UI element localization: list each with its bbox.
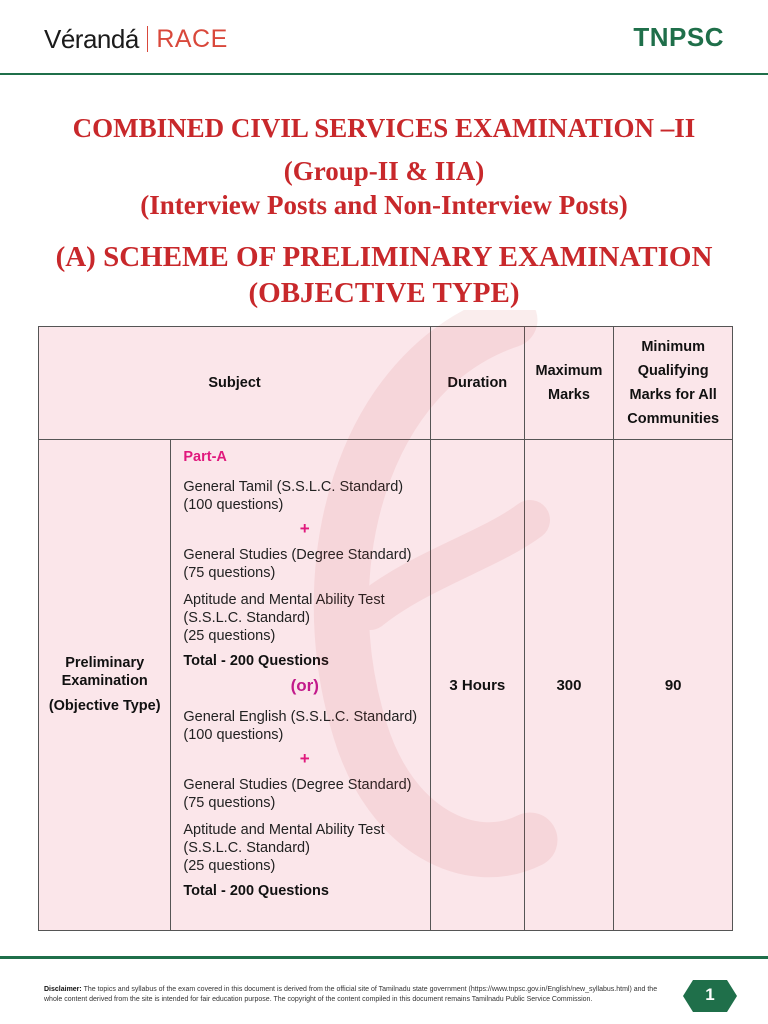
subject-aptitude-questions: (25 questions) xyxy=(183,858,276,874)
header-divider xyxy=(0,73,768,75)
subject-general-studies-questions: (75 questions) xyxy=(183,565,276,581)
veranda-race-logo xyxy=(44,22,228,56)
part-a-label: Part-A xyxy=(183,449,227,465)
group-subtitle: (Group-II & IIA) xyxy=(283,156,485,186)
plus-symbol: + xyxy=(299,519,310,538)
exam-name-line2: Examination xyxy=(61,673,148,689)
subject-general-tamil-questions: (100 questions) xyxy=(183,497,284,513)
disclaimer-label: Disclaimer: xyxy=(44,986,82,993)
subject-aptitude: Aptitude and Mental Ability Test xyxy=(183,822,385,838)
footer-divider xyxy=(0,956,768,959)
header-max-marks-line1: Maximum xyxy=(535,363,603,379)
subject-general-studies: General Studies (Degree Standard) xyxy=(183,547,412,563)
page-number: 1 xyxy=(705,985,715,1004)
max-marks-cell: 300 xyxy=(524,440,614,931)
subject-aptitude: Aptitude and Mental Ability Test xyxy=(183,592,385,608)
logo-divider xyxy=(147,26,149,52)
subject-general-tamil: General Tamil (S.S.L.C. Standard) xyxy=(183,479,404,495)
plus-symbol: + xyxy=(299,749,310,768)
header-duration: Duration xyxy=(431,327,525,440)
header-min-line2: Qualifying xyxy=(637,363,709,379)
total-questions-a: Total - 200 Questions xyxy=(183,653,329,669)
exam-tag: TNPSC xyxy=(633,22,724,52)
scheme-heading: (A) SCHEME OF PRELIMINARY EXAMINATION xyxy=(55,241,713,273)
exam-name-line1: Preliminary xyxy=(65,655,145,671)
header-min-line1: Minimum xyxy=(641,339,705,355)
header-subject: Subject xyxy=(39,327,431,440)
subject-aptitude-standard: (S.S.L.C. Standard) xyxy=(183,610,310,626)
page-header xyxy=(0,0,768,74)
disclaimer-text xyxy=(44,985,674,1005)
brand-name: Vérandá xyxy=(44,23,139,54)
min-marks-cell: 90 xyxy=(614,440,733,931)
page-title: COMBINED CIVIL SERVICES EXAMINATION –II xyxy=(72,113,696,143)
subject-general-english-questions: (100 questions) xyxy=(183,727,284,743)
subject-general-english: General English (S.S.L.C. Standard) xyxy=(183,709,418,725)
watermark-logo xyxy=(300,310,560,910)
subject-aptitude-standard: (S.S.L.C. Standard) xyxy=(183,840,310,856)
header-min-qualifying xyxy=(614,327,733,440)
brand-sub: RACE xyxy=(156,24,228,53)
exam-name-cell xyxy=(39,440,171,931)
subject-aptitude-questions: (25 questions) xyxy=(183,628,276,644)
header-max-marks-line2: Marks xyxy=(548,387,590,403)
subject-general-studies-questions: (75 questions) xyxy=(183,795,276,811)
posts-subtitle: (Interview Posts and Non-Interview Posts) xyxy=(140,190,628,220)
exam-name-line3: (Objective Type) xyxy=(48,698,161,714)
subject-general-studies: General Studies (Degree Standard) xyxy=(183,777,412,793)
total-questions-b: Total - 200 Questions xyxy=(183,883,329,899)
disclaimer-body: The topics and syllabus of the exam covered in this document is derived from the official site of Tamilnadu state government (https://www.tnpsc.gov.in/English/new_syllabus.html) and the whole content derived from the site is intended for fair education purpose. The copyright of the content compiled in this document remains Tamilnadu Public Service Commission. xyxy=(44,986,658,1003)
header-min-line4: Communities xyxy=(627,411,720,427)
scheme-type-heading: (OBJECTIVE TYPE) xyxy=(248,277,520,309)
duration-cell: 3 Hours xyxy=(431,440,525,931)
or-separator: (or) xyxy=(290,676,319,695)
header-min-line3: Marks for All xyxy=(629,387,717,403)
